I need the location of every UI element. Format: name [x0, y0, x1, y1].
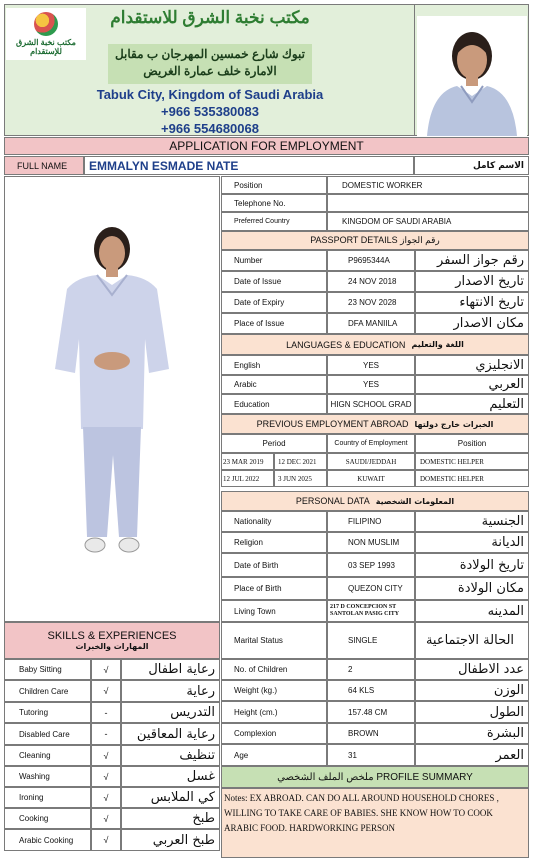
passport-row-ar: تاريخ الانتهاء — [415, 292, 529, 313]
skill-mark: √ — [91, 829, 121, 851]
headshot-image — [417, 16, 527, 136]
personal-row-value: FILIPINO — [327, 511, 415, 532]
employment-section-title — [221, 414, 529, 434]
city: Tabuk City, Kingdom of Saudi Arabia — [96, 87, 324, 102]
personal-row-value: 2 — [327, 659, 415, 680]
telephone-value — [327, 194, 529, 212]
address-line-1: تبوك شارع خمسين المهرجان ب مقابل — [114, 47, 306, 61]
skill-label: Tutoring — [4, 702, 91, 723]
personal-row-ar: الجنسية — [415, 511, 529, 532]
skill-label-ar: كي الملابس — [121, 787, 220, 808]
employment-country: SAUDI/JEDDAH — [327, 453, 415, 470]
skill-mark: √ — [91, 680, 121, 702]
passport-row-label: Number — [221, 250, 327, 271]
skill-mark: √ — [91, 787, 121, 808]
skills-title-ar: المهارات والخبرات — [75, 642, 149, 651]
personal-section-title — [221, 491, 529, 511]
skill-label-ar: غسل — [121, 766, 220, 787]
language-row-label: Arabic — [221, 375, 327, 394]
employment-position: DOMESTIC HELPER — [415, 453, 529, 470]
language-row-value: HIGN SCHOOL GRAD — [327, 394, 415, 414]
application-title: APPLICATION FOR EMPLOYMENT — [4, 137, 529, 155]
skill-label: Disabled Care — [4, 723, 91, 745]
personal-row-ar: تاريخ الولادة — [415, 553, 529, 577]
passport-section-title: PASSPORT DETAILS رقم الجواز — [221, 231, 529, 250]
skill-mark: - — [91, 702, 121, 723]
position-value: DOMESTIC WORKER — [327, 176, 529, 194]
skill-label: Washing — [4, 766, 91, 787]
col-position: Position — [415, 434, 529, 453]
logo-icon — [34, 12, 58, 36]
skill-label-ar: التدريس — [121, 702, 220, 723]
passport-row-ar: مكان الاصدار — [415, 313, 529, 334]
telephone-label: Telephone No. — [221, 194, 327, 212]
employment-from: 23 MAR 2019 — [221, 453, 274, 470]
skill-label-ar: رعاية اطفال — [121, 659, 220, 680]
personal-row-value: 31 — [327, 744, 415, 766]
personal-row-ar: الحالة الاجتماعية — [415, 622, 529, 659]
logo-text: مكتب نخبة الشرق للإستقدام — [16, 38, 76, 56]
personal-row-label: Nationality — [221, 511, 327, 532]
personal-row-ar: الديانة — [415, 532, 529, 553]
skill-label: Arabic Cooking — [4, 829, 91, 851]
language-row-ar: الانجليزي — [415, 355, 529, 375]
personal-row-ar: المدينه — [415, 600, 529, 622]
skill-label: Ironing — [4, 787, 91, 808]
personal-row-ar: عدد الاطفال — [415, 659, 529, 680]
personal-row-value: SINGLE — [327, 622, 415, 659]
office-title: مكتب نخبة الشرق للاستقدام — [110, 8, 310, 27]
personal-row-label: Living Town — [221, 600, 327, 622]
personal-row-ar: الطول — [415, 701, 529, 723]
address-block — [108, 44, 312, 84]
employment-to: 12 DEC 2021 — [274, 453, 327, 470]
personal-row-label: Weight (kg.) — [221, 680, 327, 701]
skills-section-title — [4, 622, 220, 659]
skill-label-ar: تنظيف — [121, 745, 220, 766]
headshot-photo — [414, 4, 529, 136]
personal-row-label: Age — [221, 744, 327, 766]
language-row-ar: التعليم — [415, 394, 529, 414]
employment-position: DOMESTIC HELPER — [415, 470, 529, 487]
profile-notes: Notes: EX ABROAD. CAN DO ALL AROUND HOUSEHOLD CHORES , WILLING TO TAKE CARE OF BABIES. SHE KNOW HOW TO COOK ARABIC FOOD. HARDWORKING PERSON — [221, 788, 529, 858]
skill-label: Cooking — [4, 808, 91, 829]
personal-row-label: Marital Status — [221, 622, 327, 659]
phone-2: +966 554680068 — [161, 121, 259, 136]
personal-row-label: Height (cm.) — [221, 701, 327, 723]
skill-label-ar: طبخ العربي — [121, 829, 220, 851]
col-period: Period — [221, 434, 327, 453]
passport-row-ar: تاريخ الاصدار — [415, 271, 529, 292]
personal-title-ar: المعلومات الشخصية — [375, 496, 455, 506]
address-line-2: الامارة خلف عمارة الغريض — [143, 64, 277, 78]
personal-row-ar: العمر — [415, 744, 529, 766]
skill-mark: √ — [91, 659, 121, 680]
passport-row-ar: رقم جواز السفر — [415, 250, 529, 271]
employment-title: PREVIOUS EMPLOYMENT ABROAD — [256, 419, 409, 429]
skill-mark: √ — [91, 745, 121, 766]
passport-row-label: Date of Expiry — [221, 292, 327, 313]
employment-to: 3 JUN 2025 — [274, 470, 327, 487]
language-row-value: YES — [327, 355, 415, 375]
language-row-value: YES — [327, 375, 415, 394]
personal-row-label: Religion — [221, 532, 327, 553]
employment-from: 12 JUL 2022 — [221, 470, 274, 487]
language-row-ar: العربي — [415, 375, 529, 394]
full-body-image — [37, 219, 187, 579]
personal-row-label: No. of Children — [221, 659, 327, 680]
country-label: Preferred Country — [221, 212, 327, 231]
passport-row-value: P9695344A — [327, 250, 415, 271]
personal-row-value: QUEZON CITY — [327, 577, 415, 600]
personal-row-ar: الوزن — [415, 680, 529, 701]
language-row-label: English — [221, 355, 327, 375]
personal-row-value: 64 KLS — [327, 680, 415, 701]
skill-mark: - — [91, 723, 121, 745]
personal-row-value: NON MUSLIM — [327, 532, 415, 553]
passport-row-label: Place of Issue — [221, 313, 327, 334]
languages-title-ar: اللغة والتعليم — [411, 340, 464, 349]
skill-label-ar: طبخ — [121, 808, 220, 829]
passport-row-value: 24 NOV 2018 — [327, 271, 415, 292]
skill-label-ar: رعاية المعاقين — [121, 723, 220, 745]
passport-row-label: Date of Issue — [221, 271, 327, 292]
phone-1: +966 535380083 — [161, 104, 259, 119]
language-row-label: Education — [221, 394, 327, 414]
employment-title-ar: الخبرات خارج دولتها — [414, 419, 494, 429]
personal-row-label: Date of Birth — [221, 553, 327, 577]
skill-label: Cleaning — [4, 745, 91, 766]
personal-row-value: 217 D CONCEPCION ST SANTOLAN PASIG CITY — [327, 600, 415, 622]
languages-section-title — [221, 334, 529, 355]
profile-summary-title: ملخص الملف الشخصي PROFILE SUMMARY — [221, 766, 529, 788]
personal-row-label: Place of Birth — [221, 577, 327, 600]
personal-title: PERSONAL DATA — [295, 496, 370, 506]
contact-block — [90, 86, 330, 137]
employment-country: KUWAIT — [327, 470, 415, 487]
full-name-label-ar: الاسم كامل — [414, 156, 529, 175]
skill-mark: √ — [91, 808, 121, 829]
personal-row-value: 03 SEP 1993 — [327, 553, 415, 577]
country-value: KINGDOM OF SAUDI ARABIA — [327, 212, 529, 231]
skill-label-ar: رعاية — [121, 680, 220, 702]
personal-row-ar: مكان الولادة — [415, 577, 529, 600]
personal-row-value: 157.48 CM — [327, 701, 415, 723]
col-country: Country of Employment — [327, 434, 415, 453]
passport-row-value: 23 NOV 2028 — [327, 292, 415, 313]
agency-logo — [6, 8, 86, 60]
personal-row-label: Complexion — [221, 723, 327, 744]
full-name-value: EMMALYN ESMADE NATE — [84, 156, 414, 175]
position-label: Position — [221, 176, 327, 194]
personal-row-value: BROWN — [327, 723, 415, 744]
full-body-photo — [4, 176, 220, 622]
personal-row-ar: البشرة — [415, 723, 529, 744]
skill-label: Children Care — [4, 680, 91, 702]
full-name-label: FULL NAME — [4, 156, 84, 175]
skill-label: Baby Sitting — [4, 659, 91, 680]
languages-title: LANGUAGES & EDUCATION — [286, 339, 406, 350]
skills-title: SKILLS & EXPERIENCES — [47, 630, 177, 642]
passport-row-value: DFA MANIILA — [327, 313, 415, 334]
skill-mark: √ — [91, 766, 121, 787]
